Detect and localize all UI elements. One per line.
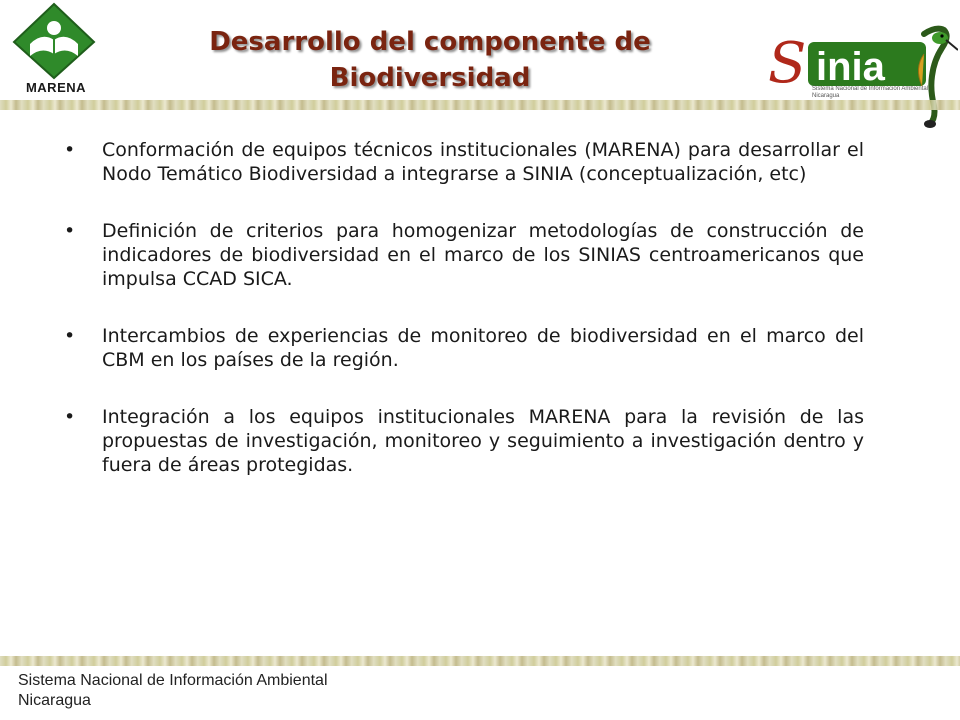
bullet-text: Integración a los equipos institucionales MARENA para la revisión de las propuestas de investigación, monitoreo y seguimiento a investigación dentro y fuera de áreas protegidas.: [102, 406, 864, 476]
list-item: [64, 219, 864, 291]
decorative-band-top: [0, 100, 960, 110]
bullet-text: Definición de criterios para homogenizar metodologías de construcción de indicadores de biodiversidad en el marco de los SINIAS centroamericanos que impulsa CCAD SICA.: [102, 220, 864, 290]
marena-logo: [6, 2, 100, 100]
footer: [18, 671, 328, 711]
footer-line-2: Nicaragua: [18, 692, 91, 709]
sinia-logo: [764, 20, 958, 130]
bullet-dot: •: [64, 220, 76, 242]
bullet-list: [64, 138, 864, 510]
bullet-dot: •: [64, 139, 76, 161]
decorative-band-bottom: [0, 656, 960, 666]
bullet-dot: •: [64, 406, 76, 428]
bullet-text: Conformación de equipos técnicos institucionales (MARENA) para desarrollar el Nodo Temático Biodiversidad a integrarse a SINIA (conceptualización, etc): [102, 139, 864, 185]
sinia-s-letter: S: [768, 31, 807, 96]
sinia-hummingbird-icon: [764, 20, 958, 130]
list-item: [64, 324, 864, 372]
marena-emblem-icon: [12, 2, 96, 80]
list-item: [64, 138, 864, 186]
sinia-subtitle-line-2: Nicaragua: [812, 93, 840, 99]
marena-label: MARENA: [25, 80, 87, 95]
title-line-2: Biodiversidad: [329, 63, 531, 93]
page-title: [150, 24, 710, 96]
sinia-subtitle-line-1: Sistema Nacional de Información Ambiental: [812, 86, 929, 92]
sinia-subtitle: [812, 86, 928, 100]
bullet-dot: •: [64, 325, 76, 347]
footer-line-1: Sistema Nacional de Información Ambiental: [18, 672, 328, 689]
list-item: [64, 405, 864, 477]
title-line-1: Desarrollo del componente de: [209, 27, 651, 57]
sinia-inia-letters: inia: [816, 45, 885, 89]
bullet-text: Intercambios de experiencias de monitoreo de biodiversidad en el marco del CBM en los países de la región.: [102, 325, 864, 371]
